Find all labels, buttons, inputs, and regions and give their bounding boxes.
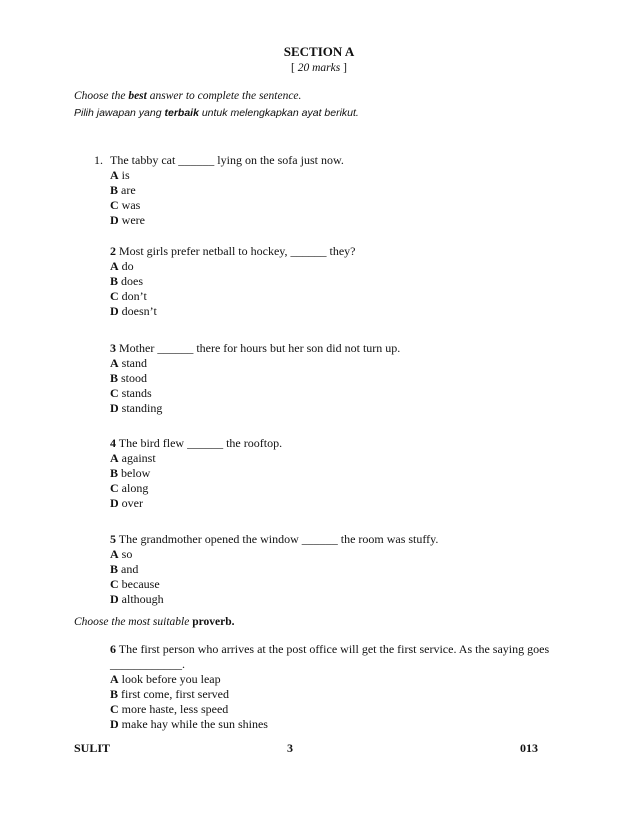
option-text: standing — [118, 401, 163, 415]
option-text: do — [118, 259, 134, 273]
option-text: were — [118, 213, 145, 227]
question-5-option-c — [110, 577, 570, 592]
instruction-en-bold: best — [128, 90, 147, 102]
option-text: more haste, less speed — [118, 702, 229, 716]
question-4-number: 4 — [110, 436, 116, 450]
question-1-option-d — [110, 213, 570, 228]
option-text: so — [118, 547, 133, 561]
option-text: does — [118, 274, 144, 288]
question-1-option-c — [110, 198, 570, 213]
option-text: make hay while the sun shines — [118, 717, 268, 731]
question-3-option-c — [110, 386, 570, 401]
option-letter: B — [110, 466, 119, 480]
question-2-stem-text: Most girls prefer netball to hockey, ______ they? — [116, 244, 356, 258]
question-2 — [110, 244, 570, 319]
question-6-option-c — [110, 702, 560, 717]
option-letter: C — [110, 386, 119, 400]
marks-text: 20 marks — [297, 62, 341, 74]
option-text: over — [118, 496, 143, 510]
option-text: don’t — [118, 289, 147, 303]
footer-left: SULIT — [74, 741, 111, 755]
option-letter: B — [110, 371, 119, 385]
instruction-en-post: answer to complete the sentence. — [146, 90, 302, 102]
option-text: along — [118, 481, 149, 495]
option-letter: B — [110, 562, 119, 576]
option-text: stand — [118, 356, 148, 370]
question-6-option-b — [110, 687, 560, 702]
question-1-stem: The tabby cat ______ lying on the sofa just now. — [110, 153, 344, 167]
option-letter: C — [110, 577, 119, 591]
marks-note — [0, 61, 638, 76]
question-3-stem — [110, 341, 570, 356]
question-3-number: 3 — [110, 341, 116, 355]
instruction-malay — [74, 106, 359, 121]
instruction-en-pre: Choose the — [74, 90, 129, 102]
option-letter: A — [110, 356, 119, 370]
footer-page-number: 3 — [287, 741, 293, 755]
question-6-option-d — [110, 717, 560, 732]
option-letter: B — [110, 687, 119, 701]
question-6-stem-text: The first person who arrives at the post office will get the first service. As the saying goes — [116, 642, 550, 656]
question-5 — [110, 532, 570, 607]
footer-code: 013 — [520, 741, 538, 755]
instruction-english — [74, 89, 301, 104]
question-5-option-d — [110, 592, 570, 607]
question-5-stem-text: The grandmother opened the window ______ the room was stuffy. — [116, 532, 439, 546]
option-letter: B — [110, 274, 119, 288]
question-6-stem — [110, 642, 560, 657]
option-text: was — [118, 198, 141, 212]
question-1-option-b — [110, 183, 570, 198]
instruction-proverb-bold: proverb. — [192, 616, 235, 628]
option-text: doesn’t — [118, 304, 157, 318]
option-letter: D — [110, 496, 119, 510]
question-5-option-a — [110, 547, 570, 562]
question-1-option-a — [110, 168, 570, 183]
option-letter: B — [110, 183, 119, 197]
question-5-number: 5 — [110, 532, 116, 546]
section-title: SECTION A — [283, 44, 355, 59]
option-text: and — [118, 562, 139, 576]
question-6-stem-blank: ____________. — [110, 657, 185, 671]
instruction-proverb-pre: Choose the most suitable — [74, 616, 193, 628]
instruction-ms-pre: Pilih jawapan yang — [74, 107, 165, 119]
option-text: below — [118, 466, 151, 480]
question-2-option-b — [110, 274, 570, 289]
option-letter: D — [110, 592, 119, 606]
option-letter: C — [110, 198, 119, 212]
question-4-option-d — [110, 496, 570, 511]
option-text: is — [118, 168, 130, 182]
option-letter: A — [110, 168, 119, 182]
option-text: although — [118, 592, 164, 606]
option-text: because — [118, 577, 160, 591]
instruction-ms-post: untuk melengkapkan ayat berikut. — [198, 107, 359, 119]
option-letter: A — [110, 547, 119, 561]
question-2-number: 2 — [110, 244, 116, 258]
option-letter: C — [110, 289, 119, 303]
option-text: first come, first served — [118, 687, 229, 701]
question-4-option-a — [110, 451, 570, 466]
option-letter: D — [110, 717, 119, 731]
question-2-stem — [110, 244, 570, 259]
question-3-option-b — [110, 371, 570, 386]
question-4-option-b — [110, 466, 570, 481]
question-3 — [110, 341, 570, 416]
instruction-ms-bold: terbaik — [164, 107, 199, 119]
question-2-option-a — [110, 259, 570, 274]
question-4-stem — [110, 436, 570, 451]
option-letter: A — [110, 259, 119, 273]
option-letter: D — [110, 304, 119, 318]
question-4-option-c — [110, 481, 570, 496]
option-text: against — [118, 451, 156, 465]
question-3-option-d — [110, 401, 570, 416]
question-2-option-c — [110, 289, 570, 304]
option-letter: D — [110, 401, 119, 415]
question-3-option-a — [110, 356, 570, 371]
option-letter: C — [110, 702, 119, 716]
question-6-option-a — [110, 672, 560, 687]
question-5-stem — [110, 532, 570, 547]
question-2-option-d — [110, 304, 570, 319]
question-4 — [110, 436, 570, 511]
option-letter: A — [110, 672, 119, 686]
option-text: are — [118, 183, 136, 197]
question-3-stem-text: Mother ______ there for hours but her son did not turn up. — [116, 341, 401, 355]
instruction-proverb — [74, 615, 234, 630]
question-5-option-b — [110, 562, 570, 577]
question-6-number: 6 — [110, 642, 116, 656]
option-text: stands — [118, 386, 152, 400]
option-letter: A — [110, 451, 119, 465]
option-text: look before you leap — [118, 672, 221, 686]
option-letter: D — [110, 213, 119, 227]
question-6 — [110, 642, 560, 732]
marks-close-bracket: ] — [340, 62, 347, 74]
option-text: stood — [118, 371, 148, 385]
marks-open-bracket: [ — [291, 62, 298, 74]
question-1-number: 1. — [94, 153, 103, 167]
question-4-stem-text: The bird flew ______ the rooftop. — [116, 436, 283, 450]
option-letter: C — [110, 481, 119, 495]
question-1 — [110, 153, 570, 228]
